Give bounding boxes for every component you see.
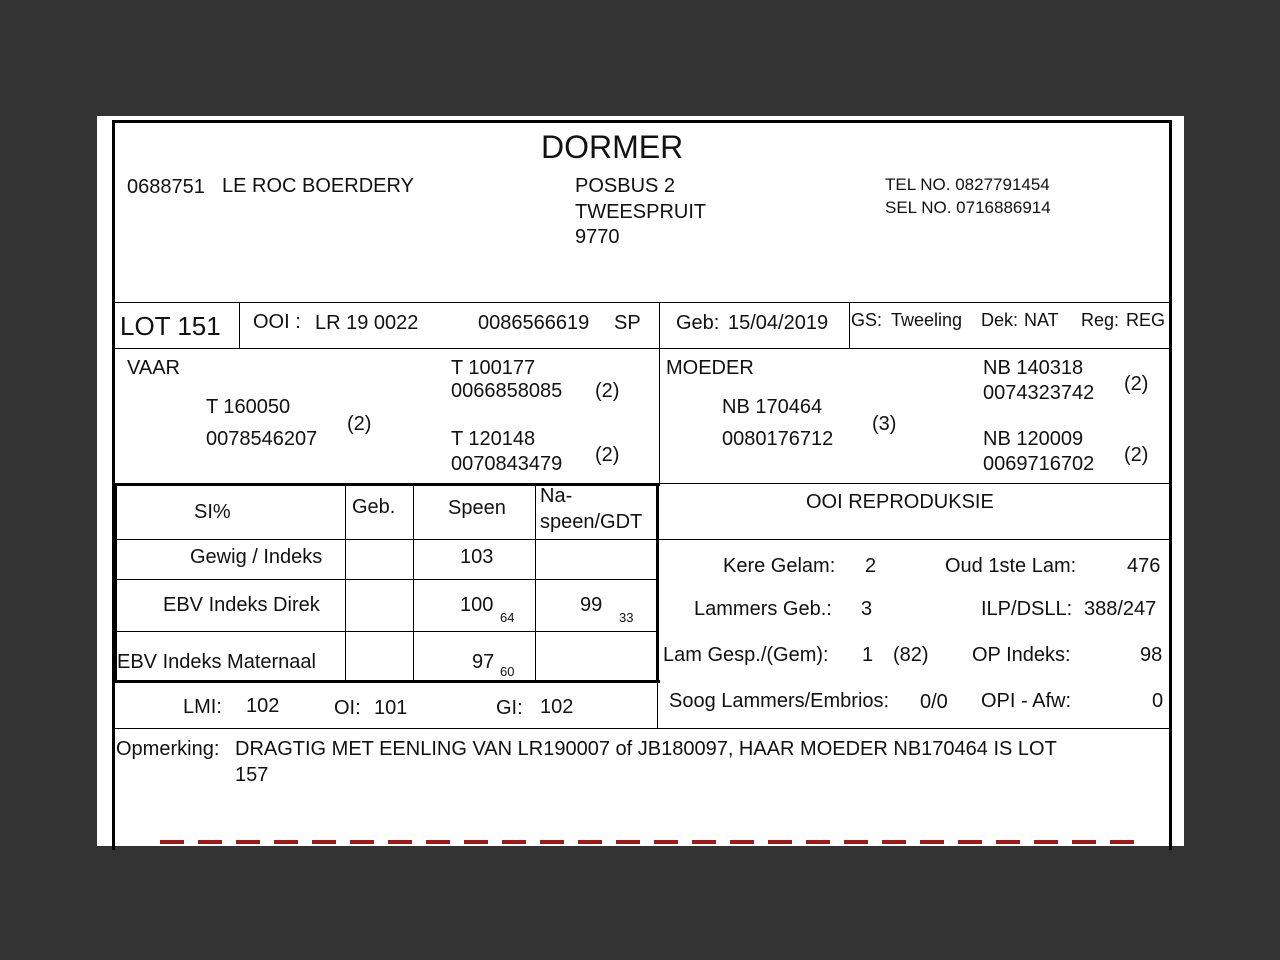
row-ebv-maternal-speen-accuracy: 60: [500, 664, 515, 679]
dam-number: 0080176712: [722, 428, 834, 450]
breeder-name: LE ROC BOERDERY: [222, 175, 414, 197]
soog-value: 0/0: [920, 691, 948, 713]
soog-label: Soog Lammers/Embrios:: [669, 690, 890, 712]
col-header-speen: Speen: [448, 497, 506, 519]
table-border: [114, 483, 660, 486]
lmi-label: LMI:: [183, 696, 222, 718]
row-ebv-direct-naspeen: 99: [580, 594, 603, 616]
remark-label: Opmerking:: [116, 738, 220, 760]
breeder-number: 0688751: [127, 176, 205, 198]
dam-dam-grade: (2): [1124, 444, 1149, 466]
sire-dam-grade: (2): [595, 444, 620, 466]
dam-grade: (3): [872, 413, 897, 435]
row-ebv-maternal-speen: 97: [472, 651, 495, 673]
dek-label: Dek:: [981, 310, 1019, 330]
oud-label: Oud 1ste Lam:: [945, 555, 1077, 577]
ooi-registration-number: 0086566619: [478, 312, 590, 334]
oi-value: 101: [374, 697, 408, 719]
remark-line-1: DRAGTIG MET EENLING VAN LR190007 of JB180097, HAAR MOEDER NB170464 IS LOT: [235, 738, 1057, 760]
divider: [659, 483, 1172, 484]
repro-title: OOI REPRODUKSIE: [806, 491, 994, 513]
dam-sire-id: NB 140318: [983, 357, 1084, 379]
gesp-average: (82): [893, 644, 929, 666]
tel-number: TEL NO. 0827791454: [885, 175, 1050, 194]
row-ebv-direct-naspeen-accuracy: 33: [619, 610, 634, 625]
table-border: [114, 680, 660, 683]
lot-number: LOT 151: [120, 311, 221, 341]
sire-dam-id: T 120148: [451, 428, 536, 450]
divider: [115, 302, 1172, 303]
gi-value: 102: [540, 696, 574, 718]
row-label-ebv-maternal: EBV Indeks Maternaal: [117, 651, 316, 673]
row-weight-speen: 103: [460, 546, 494, 568]
dam-sire-grade: (2): [1124, 373, 1149, 395]
col-header-naspeen-2: speen/GDT: [540, 511, 643, 533]
divider: [535, 485, 536, 681]
birth-date: 15/04/2019: [728, 312, 829, 334]
row-label-weight: Gewig / Indeks: [190, 546, 323, 568]
sire-sire-number: 0066858085: [451, 380, 563, 402]
row-label-ebv-direct: EBV Indeks Direk: [163, 594, 320, 616]
divider: [345, 485, 346, 681]
divider: [659, 302, 660, 484]
dam-id: NB 170464: [722, 396, 823, 418]
table-border: [656, 483, 659, 683]
ilp-value: 388/247: [1084, 598, 1157, 620]
sire-sire-grade: (2): [595, 380, 620, 402]
ilp-label: ILP/DSLL:: [981, 598, 1073, 620]
oi-label: OI:: [334, 697, 361, 719]
ooi-label: OOI :: [253, 311, 301, 333]
sire-label: VAAR: [127, 357, 180, 379]
cell-number: SEL NO. 0716886914: [885, 198, 1051, 217]
divider: [115, 539, 1172, 540]
opi-value: 0: [1152, 690, 1164, 712]
op-value: 98: [1140, 644, 1163, 666]
sire-number: 0078546207: [206, 428, 318, 450]
ooi-id: LR 19 0022: [315, 312, 419, 334]
reg-value: REG: [1126, 310, 1166, 330]
sire-id: T 160050: [206, 396, 291, 418]
lmi-value: 102: [246, 695, 280, 717]
birth-label: Geb:: [676, 312, 720, 334]
kere-value: 2: [865, 555, 877, 577]
sire-sire-id: T 100177: [451, 357, 536, 379]
op-label: OP Indeks:: [972, 644, 1071, 666]
col-header-naspeen-1: Na-: [540, 485, 573, 507]
oud-value: 476: [1127, 555, 1161, 577]
sire-dam-number: 0070843479: [451, 453, 563, 475]
divider: [115, 728, 1172, 729]
ooi-sp: SP: [614, 312, 641, 334]
sire-grade: (2): [347, 413, 372, 435]
divider: [239, 302, 240, 348]
gs-value: Tweeling: [891, 310, 963, 330]
divider: [115, 348, 1172, 349]
dek-value: NAT: [1024, 310, 1059, 330]
dam-dam-number: 0069716702: [983, 453, 1095, 475]
dam-sire-number: 0074323742: [983, 382, 1095, 404]
lammers-label: Lammers Geb.:: [694, 598, 832, 620]
dam-dam-id: NB 120009: [983, 428, 1084, 450]
gesp-label: Lam Gesp./(Gem):: [663, 644, 829, 666]
gi-label: GI:: [496, 697, 523, 719]
remark-line-2: 157: [235, 764, 269, 786]
col-header-geb: Geb.: [352, 496, 396, 518]
divider: [115, 631, 658, 632]
lammers-value: 3: [861, 598, 873, 620]
divider: [115, 579, 658, 580]
address-line-2: TWEESPRUIT: [575, 201, 707, 223]
row-ebv-direct-speen: 100: [460, 594, 494, 616]
divider: [413, 485, 414, 681]
kere-label: Kere Gelam:: [723, 555, 836, 577]
dam-label: MOEDER: [666, 357, 754, 379]
gesp-value: 1: [862, 644, 874, 666]
divider: [849, 302, 850, 348]
address-line-1: POSBUS 2: [575, 175, 676, 197]
gs-label: GS:: [851, 310, 883, 330]
divider: [657, 681, 658, 729]
row-ebv-direct-speen-accuracy: 64: [500, 610, 515, 625]
col-header-si: SI%: [194, 501, 231, 523]
opi-label: OPI - Afw:: [981, 690, 1072, 712]
breed-title: DORMER: [541, 129, 684, 165]
address-line-3: 9770: [575, 226, 620, 248]
reg-label: Reg:: [1081, 310, 1120, 330]
